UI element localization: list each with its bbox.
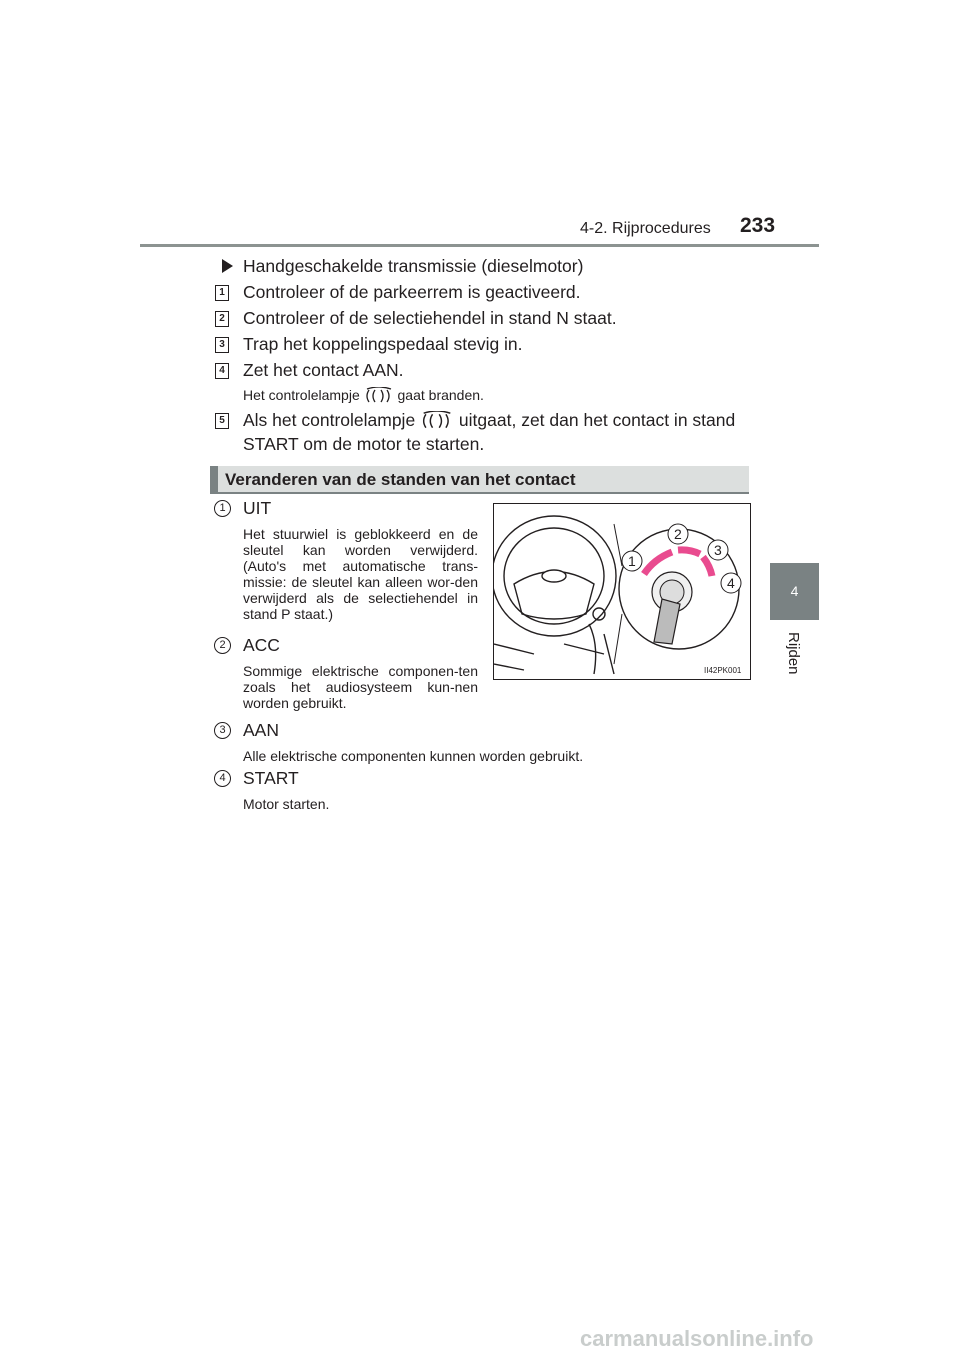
subsection-title: Handgeschakelde transmissie (dieselmotor)	[243, 256, 584, 276]
glow-plug-indicator-icon	[364, 387, 394, 405]
position-title: UIT	[243, 498, 272, 518]
step-text: Zet het contact AAN.	[243, 360, 404, 380]
step-text: Als het controlelampje uitgaat, zet dan het contact in stand	[243, 410, 736, 430]
position-title: START	[243, 768, 299, 788]
triangle-bullet-icon	[222, 259, 233, 273]
step-number: 3	[215, 337, 229, 353]
callout-2: 2	[674, 526, 682, 542]
position-description: Motor starten.	[243, 796, 330, 812]
position-number: 2	[214, 637, 231, 654]
position-title: ACC	[243, 635, 280, 655]
position-number: 3	[214, 722, 231, 739]
footer-watermark[interactable]: carmanualsonline.info	[580, 1326, 814, 1351]
illustration-code: II42PK001	[704, 666, 742, 675]
step-text: Controleer of de parkeerrem is geactiveerd.	[243, 282, 581, 302]
step-text: Controleer of de selectiehendel in stand N staat.	[243, 308, 617, 328]
glow-plug-indicator-icon	[420, 411, 454, 431]
section-header: 4-2. Rijprocedures	[580, 220, 711, 237]
position-description: Het stuurwiel is geblokkeerd en de sleutel kan worden verwijderd. (Auto's met automatische trans-missie: de sleutel kan alleen wor-den verwijderd als de selectiehendel in stand P staat.)	[243, 526, 478, 622]
section-heading: Veranderen van de standen van het contact	[225, 470, 576, 489]
step-number: 2	[215, 311, 229, 327]
callout-3: 3	[714, 542, 722, 558]
header-rule	[140, 244, 819, 247]
page-number: 233	[740, 214, 776, 237]
step-note: Het controlelampje gaat branden.	[243, 387, 484, 405]
position-description: Alle elektrische componenten kunnen worden gebruikt.	[243, 748, 584, 764]
callout-1: 1	[628, 553, 636, 569]
step-number: 1	[215, 285, 229, 301]
step-text: Trap het koppelingspedaal stevig in.	[243, 334, 523, 354]
position-number: 4	[214, 770, 231, 787]
step-text-continued: START om de motor te starten.	[243, 434, 485, 454]
step-number: 5	[215, 413, 229, 429]
callout-4: 4	[727, 575, 735, 591]
position-title: AAN	[243, 720, 279, 740]
step-number: 4	[215, 363, 229, 379]
chapter-label: Rijden	[785, 632, 802, 675]
position-number: 1	[214, 500, 231, 517]
position-description: Sommige elektrische componen-ten zoals het audiosysteem kun-nen worden gebruikt.	[243, 663, 478, 711]
chapter-tab[interactable]: 4	[770, 563, 819, 620]
section-heading-accent	[210, 466, 218, 494]
ignition-switch-diagram	[494, 504, 750, 679]
ignition-illustration	[493, 503, 751, 680]
